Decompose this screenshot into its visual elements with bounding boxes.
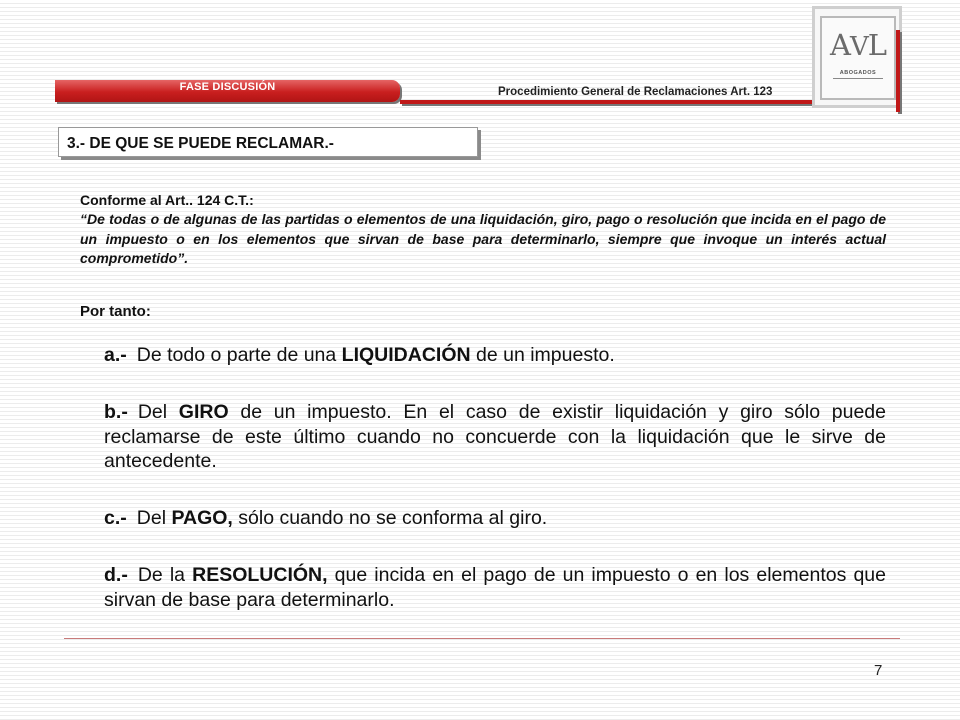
section-heading: 3.- DE QUE SE PUEDE RECLAMAR.- (58, 127, 478, 157)
item-marker: a.- (104, 344, 127, 366)
logo-mark-a: A (830, 28, 850, 62)
procedure-title: Procedimiento General de Reclamaciones Art. 123 (498, 86, 773, 98)
article-reference: Conforme al Art.. 124 C.T.: (80, 192, 254, 208)
logo-mark-v: V (849, 32, 868, 62)
logo-subtitle: ABOGADOS (839, 70, 877, 76)
page-number: 7 (874, 662, 883, 679)
item-keyword: LIQUIDACIÓN (341, 344, 471, 366)
item-text-post: sólo cuando no se conforma al giro. (232, 507, 548, 529)
item-keyword: GIRO (178, 401, 229, 423)
phase-label: FASE DISCUSIÓN (179, 81, 276, 93)
item-keyword: PAGO, (171, 507, 233, 529)
logo-divider (833, 78, 883, 79)
logo-mark-l: L (867, 28, 886, 62)
item-text-post: de un impuesto. (470, 344, 615, 366)
item-text-post: que incida en el pago de un impuesto o en los elementos que sirvan de base para determinarlo. (104, 564, 886, 611)
list-item (104, 506, 886, 531)
article-quote: “De todas o de algunas de las partidas o elementos de una liquidación, giro, pago o resolución que incida en el pago de un impuesto o en los elementos que sirvan de base para determinarlo, siempre que invoque un interés actual comprometido”. (80, 211, 886, 266)
list-item (104, 400, 886, 474)
list-item (104, 563, 886, 612)
item-marker: c.- (104, 507, 127, 529)
item-text-pre: Del (137, 401, 179, 423)
item-text-pre: Del (136, 507, 172, 529)
item-text-pre: De todo o parte de una (136, 344, 342, 366)
item-keyword: RESOLUCIÓN, (192, 564, 328, 586)
item-text-post: de un impuesto. En el caso de existir liquidación y giro sólo puede reclamarse de este último cuando no concuerde con la liquidación que le sirve de antecedente. (104, 401, 886, 472)
list-item (104, 343, 886, 368)
footer-rule (64, 638, 900, 639)
therefore-label: Por tanto: (80, 303, 151, 320)
item-marker: d.- (104, 564, 128, 586)
item-text-pre: De la (137, 564, 193, 586)
phase-tab (55, 80, 400, 102)
firm-logo (820, 28, 896, 62)
logo-accent-bar (896, 30, 900, 112)
item-marker: b.- (104, 401, 128, 423)
